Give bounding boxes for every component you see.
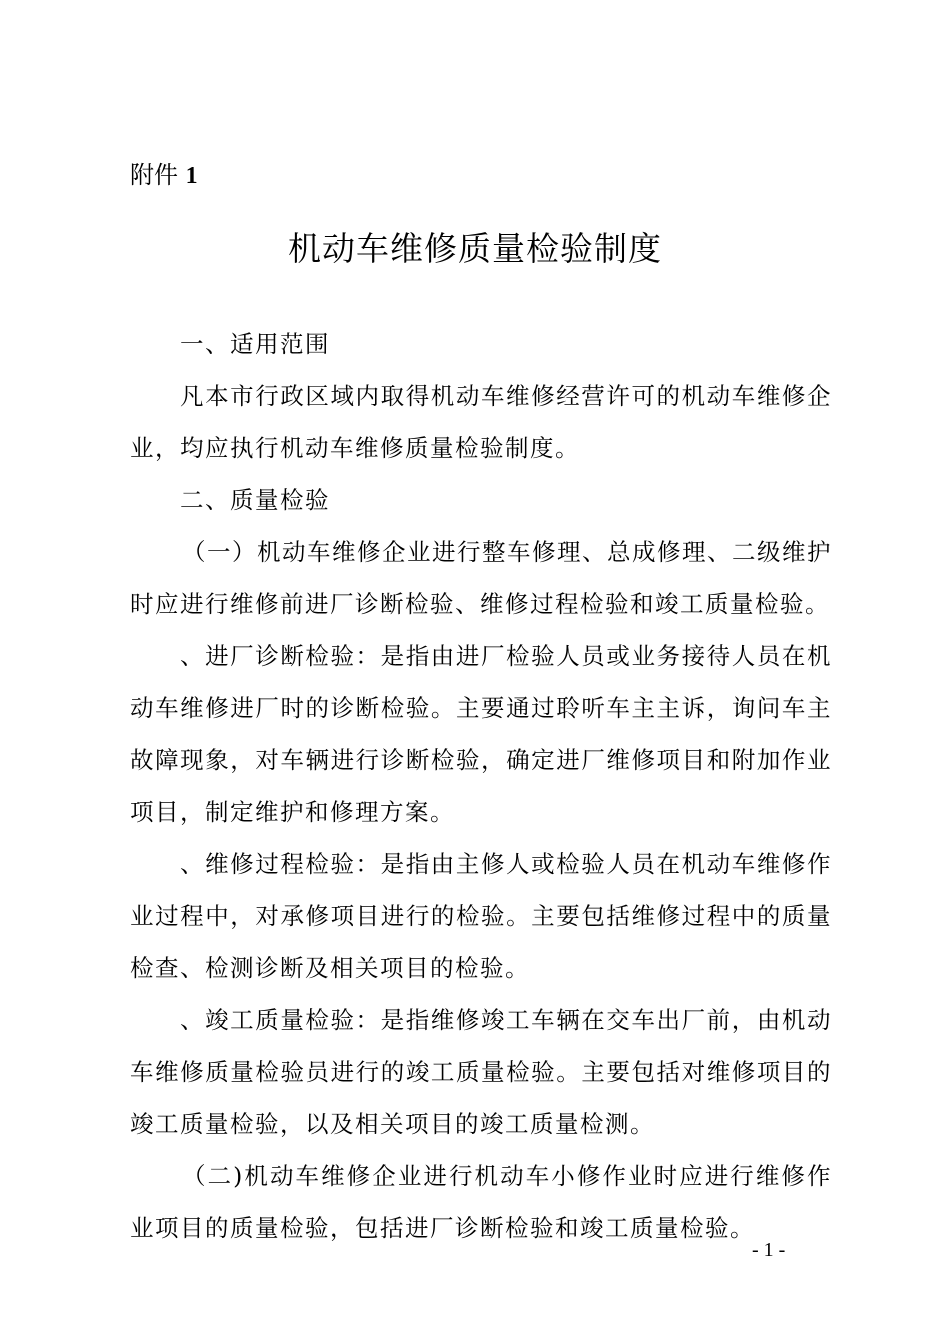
page-number: - 1 - — [752, 1239, 786, 1261]
section-heading-scope: 一、适用范围 — [180, 330, 330, 358]
section-heading-inspection: 二、质量检验 — [180, 486, 330, 514]
document-title: 机动车维修质量检验制度 — [288, 229, 662, 268]
paragraph-scope: 凡本市行政区域内取得机动车维修经营许可的机动车维修企业，均应执行机动车维修质量检验制度。 — [130, 382, 832, 462]
paragraph-process-inspection: 、维修过程检验：是指由主修人或检验人员在机动车维修作业过程中，对承修项目进行的检验。主要包括维修过程中的质量检查、检测诊断及相关项目的检验。 — [130, 850, 832, 982]
attachment-label-text: 附件 — [130, 161, 178, 189]
paragraph-item-2: （二)机动车维修企业进行机动车小修作业时应进行维修作业项目的质量检验，包括进厂诊断检验和竣工质量检验。 — [130, 1162, 832, 1242]
document-body — [130, 318, 832, 1254]
paragraph-item-1: （一）机动车维修企业进行整车修理、总成修理、二级维护时应进行维修前进厂诊断检验、维修过程检验和竣工质量检验。 — [130, 538, 832, 618]
paragraph-entry-inspection: 、进厂诊断检验：是指由进厂检验人员或业务接待人员在机动车维修进厂时的诊断检验。主要通过聆听车主主诉，询问车主故障现象，对车辆进行诊断检验，确定进厂维修项目和附加作业项目，制定维护和修理方案。 — [130, 642, 832, 826]
attachment-label — [130, 158, 198, 193]
attachment-number: 1 — [185, 163, 198, 189]
paragraph-completion-inspection: 、竣工质量检验：是指维修竣工车辆在交车出厂前，由机动车维修质量检验员进行的竣工质量检验。主要包括对维修项目的竣工质量检验，以及相关项目的竣工质量检测。 — [130, 1006, 832, 1138]
